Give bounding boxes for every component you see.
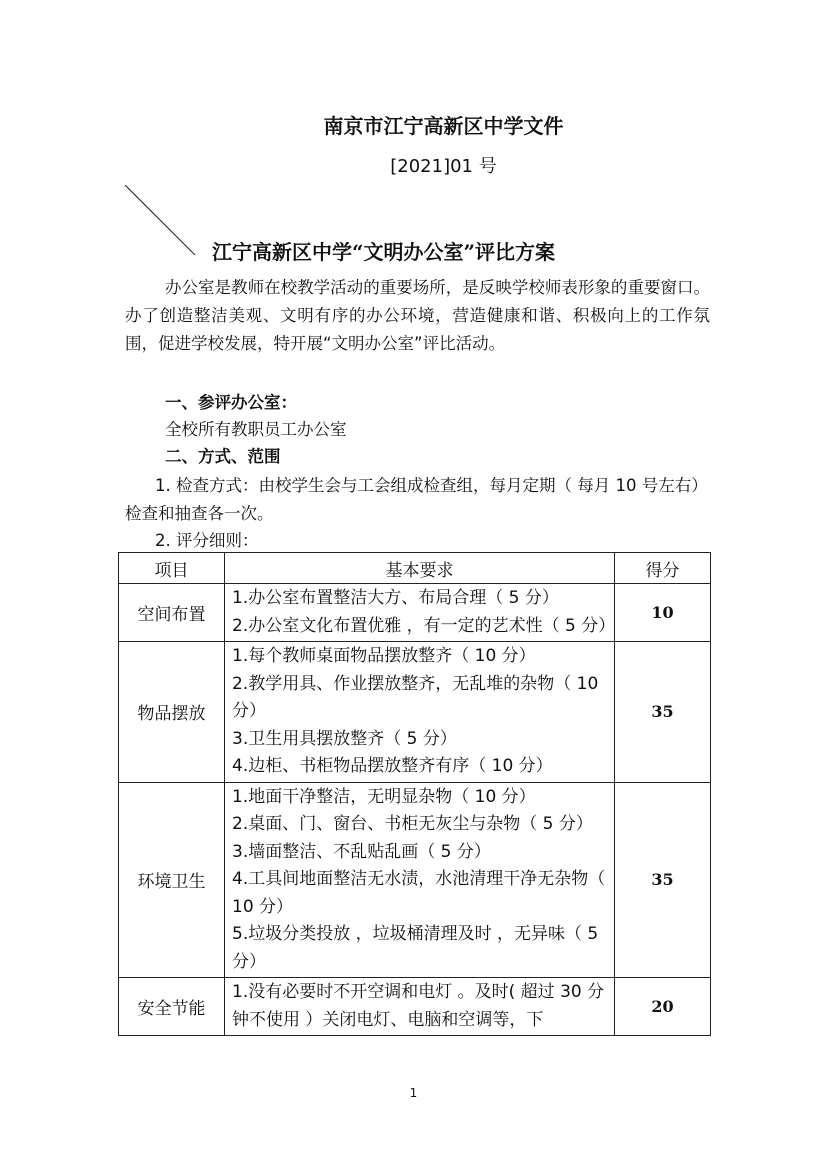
requirement-line: 4.边柜、书柜物品摆放整齐有序（ 10 分） bbox=[232, 756, 553, 776]
table-row bbox=[119, 642, 711, 783]
row-score: 20 bbox=[615, 978, 711, 1036]
requirement-line: 4.工具间地面整洁无水渍，水池清理干净无杂物（ 10 分） bbox=[232, 869, 606, 917]
method-paragraph bbox=[125, 472, 710, 528]
requirement-line: 2.办公室文化布置优雅 ，有一定的艺术性（ 5 分） bbox=[232, 615, 616, 636]
intro-paragraph bbox=[125, 274, 710, 358]
scoring-table bbox=[118, 552, 711, 1036]
intro-text: 办公室是教师在校教学活动的重要场所，是反映学校师表形象的重要窗口。办了创造整洁美观、文明有序的办公环境，营造健康和谐、积极向上的工作氛围，促进学校发展，特开展“文明办公室”评比活动。 bbox=[125, 278, 710, 353]
row-item: 环境卫生 bbox=[119, 782, 225, 978]
method-text: 1. 检查方式：由校学生会与工会组成检查组，每月定期（ 每月 10 号左右）检查和抽查各一次。 bbox=[125, 476, 708, 523]
requirement-line: 1.没有必要时不开空调和电灯 。及时( 超过 30 分钟不使用 ）关闭电灯、电脑和空调等，下 bbox=[232, 982, 605, 1030]
row-requirements bbox=[225, 642, 615, 783]
requirement-line: 2.桌面、门、窗台、书柜无灰尘与杂物（ 5 分） bbox=[232, 814, 593, 834]
row-item: 物品摆放 bbox=[119, 642, 225, 783]
section1-text: 全校所有教职员工办公室 bbox=[165, 420, 347, 439]
table-row bbox=[119, 782, 711, 978]
row-requirements bbox=[225, 584, 615, 642]
row-score: 10 bbox=[615, 584, 711, 642]
requirement-line: 1.地面干净整洁，无明显杂物（ 10 分） bbox=[232, 786, 536, 807]
requirement-line: 1.每个教师桌面物品摆放整齐（ 10 分） bbox=[232, 646, 536, 666]
header-requirements: 基本要求 bbox=[225, 553, 615, 584]
requirement-line: 3.墙面整洁、不乱贴乱画（ 5 分） bbox=[232, 841, 491, 862]
document-number: [2021]01 号 bbox=[390, 156, 497, 177]
requirement-line: 1.办公室布置整洁大方、布局合理（ 5 分） bbox=[232, 588, 559, 608]
row-item: 空间布置 bbox=[119, 584, 225, 642]
row-score: 35 bbox=[615, 642, 711, 783]
section2-heading: 二、方式、范围 bbox=[165, 447, 281, 466]
row-score: 35 bbox=[615, 782, 711, 978]
requirement-line: 3.卫生用具摆放整齐（ 5 分） bbox=[232, 728, 457, 749]
row-requirements bbox=[225, 782, 615, 978]
row-requirements bbox=[225, 978, 615, 1036]
table-row bbox=[119, 978, 711, 1036]
plan-title: 江宁高新区中学“文明办公室”评比方案 bbox=[212, 240, 556, 264]
requirement-line: 2.教学用具、作业摆放整齐，无乱堆的杂物（ 10 分） bbox=[232, 673, 599, 721]
section1-heading: 一、参评办公室： bbox=[165, 393, 297, 412]
document-title: 南京市江宁高新区中学文件 bbox=[323, 114, 564, 138]
header-score: 得分 bbox=[615, 553, 711, 584]
table-header-row bbox=[119, 553, 711, 584]
row-item: 安全节能 bbox=[119, 978, 225, 1036]
table-row bbox=[119, 584, 711, 642]
rules-label: 2. 评分细则： bbox=[155, 531, 259, 550]
page-number: 1 bbox=[409, 1086, 418, 1100]
diagonal-rule bbox=[125, 185, 197, 257]
requirement-line: 5.垃圾分类投放 ，垃圾桶清理及时 ，无异味（ 5 分） bbox=[232, 924, 599, 972]
header-item: 项目 bbox=[119, 553, 225, 584]
